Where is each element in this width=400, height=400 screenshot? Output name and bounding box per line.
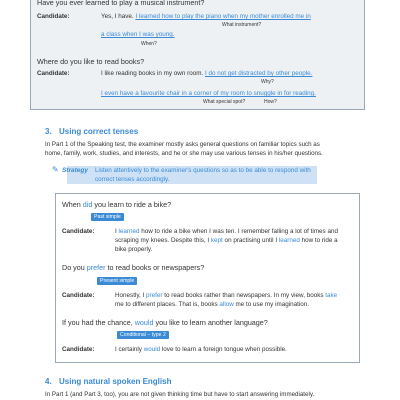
question-text: to read books or newspapers? (105, 263, 205, 272)
answer-text: to read books rather than newspapers. In my view, books (162, 292, 326, 299)
tense-verb: learned (118, 228, 140, 235)
answer-line (101, 70, 312, 77)
question-text: Do you (62, 263, 87, 272)
answer-detail-underlined: I even have a favourite chair in a corner of my room to snuggle in for reading. (101, 90, 316, 97)
answer-detail-underlined: a class when I was young. (101, 31, 175, 38)
section-paragraph: In Part 1 (and Part 3, too), you are not given thinking time but have to start answering immediately. (45, 391, 315, 398)
question-books-newspapers (62, 263, 204, 272)
tense-verb: did (82, 200, 93, 209)
answer-text: I like reading books in my own room. (101, 70, 204, 77)
strategy-text: Listen attentively to the examiner's questions so as to be able to respond with (95, 167, 311, 174)
answer-text: Honestly, I (115, 292, 147, 299)
tense-verb: would (143, 346, 161, 353)
annotation-why: Why? (261, 79, 274, 85)
strategy-label: Strategy (62, 167, 89, 174)
question-read-books: Where do you like to read books? (37, 57, 145, 66)
candidate-label: Candidate: (62, 346, 95, 353)
answer-detail-underlined: I do not get distracted by other people. (204, 70, 313, 77)
question-text: If you had the chance, (62, 318, 135, 327)
question-text: When (62, 200, 83, 209)
candidate-label: Candidate: (62, 228, 95, 235)
section-title: Using correct tenses (59, 127, 139, 136)
tense-verb: take (325, 292, 338, 299)
section-title: Using natural spoken English (59, 377, 172, 386)
tense-tag: Present simple (97, 277, 137, 285)
answer-text: I (115, 228, 119, 235)
answer-text: me to different places. That is, books (115, 301, 220, 308)
answer-line (115, 292, 337, 299)
tense-verb: kept (210, 237, 223, 244)
candidate-label: Candidate: (62, 292, 95, 299)
strategy-text: correct tenses accordingly. (95, 176, 170, 183)
question-text: you learn to ride a bike? (92, 200, 172, 209)
answer-text: me to use my imagination. (233, 301, 310, 308)
annotation-when: When? (141, 41, 157, 47)
question-another-language (62, 318, 268, 327)
pencil-icon: ✎ (52, 165, 59, 174)
annotation-what-instrument: What instrument? (222, 22, 262, 28)
question-ride-bike (62, 200, 171, 209)
tense-verb: learned (278, 237, 300, 244)
answer-line (115, 346, 287, 353)
question-instrument: Have you ever learned to play a musical instrument? (37, 0, 205, 7)
tense-verb: would (134, 318, 154, 327)
answer-detail-underlined: I learned how to play the piano when my mother enrolled me in (135, 13, 311, 20)
section-paragraph: In Part 1 of the Speaking test, the examiner mostly asks general questions on familiar topics such as (45, 141, 320, 148)
answer-line (115, 237, 338, 244)
answer-text: Yes, I have. (101, 13, 134, 20)
answer-line (101, 13, 311, 20)
annotation-special-spot: What special spot? (203, 99, 246, 105)
section-number: 3. (45, 127, 52, 136)
answer-text: how to ride a bike when I was ten. I remember falling a lot of times and (139, 228, 338, 235)
tense-verb: prefer (146, 292, 163, 299)
tense-tag: Past simple (91, 213, 124, 221)
question-text: you like to learn another language? (153, 318, 268, 327)
candidate-label: Candidate: (37, 70, 70, 77)
answer-text: on practising until I (222, 237, 279, 244)
tense-verb: allow (219, 301, 234, 308)
section-number: 4. (45, 377, 52, 386)
candidate-label: Candidate: (37, 13, 70, 20)
tense-verb: prefer (86, 263, 106, 272)
answer-text: I certainly (115, 346, 144, 353)
section-paragraph: home, family, work, studies, and interests, and he or she may use various tenses in his/her questions. (45, 150, 323, 157)
answer-text: scraping my knees. Despite this, I (115, 237, 211, 244)
tense-tag: Conditional – type 2 (117, 331, 169, 339)
annotation-how: How? (264, 99, 277, 105)
answer-line (115, 301, 309, 308)
answer-line: bike properly. (115, 246, 153, 253)
answer-line (115, 228, 338, 235)
answer-text: how to ride a (299, 237, 338, 244)
answer-text: love to learn a foreign tongue when possible. (160, 346, 287, 353)
